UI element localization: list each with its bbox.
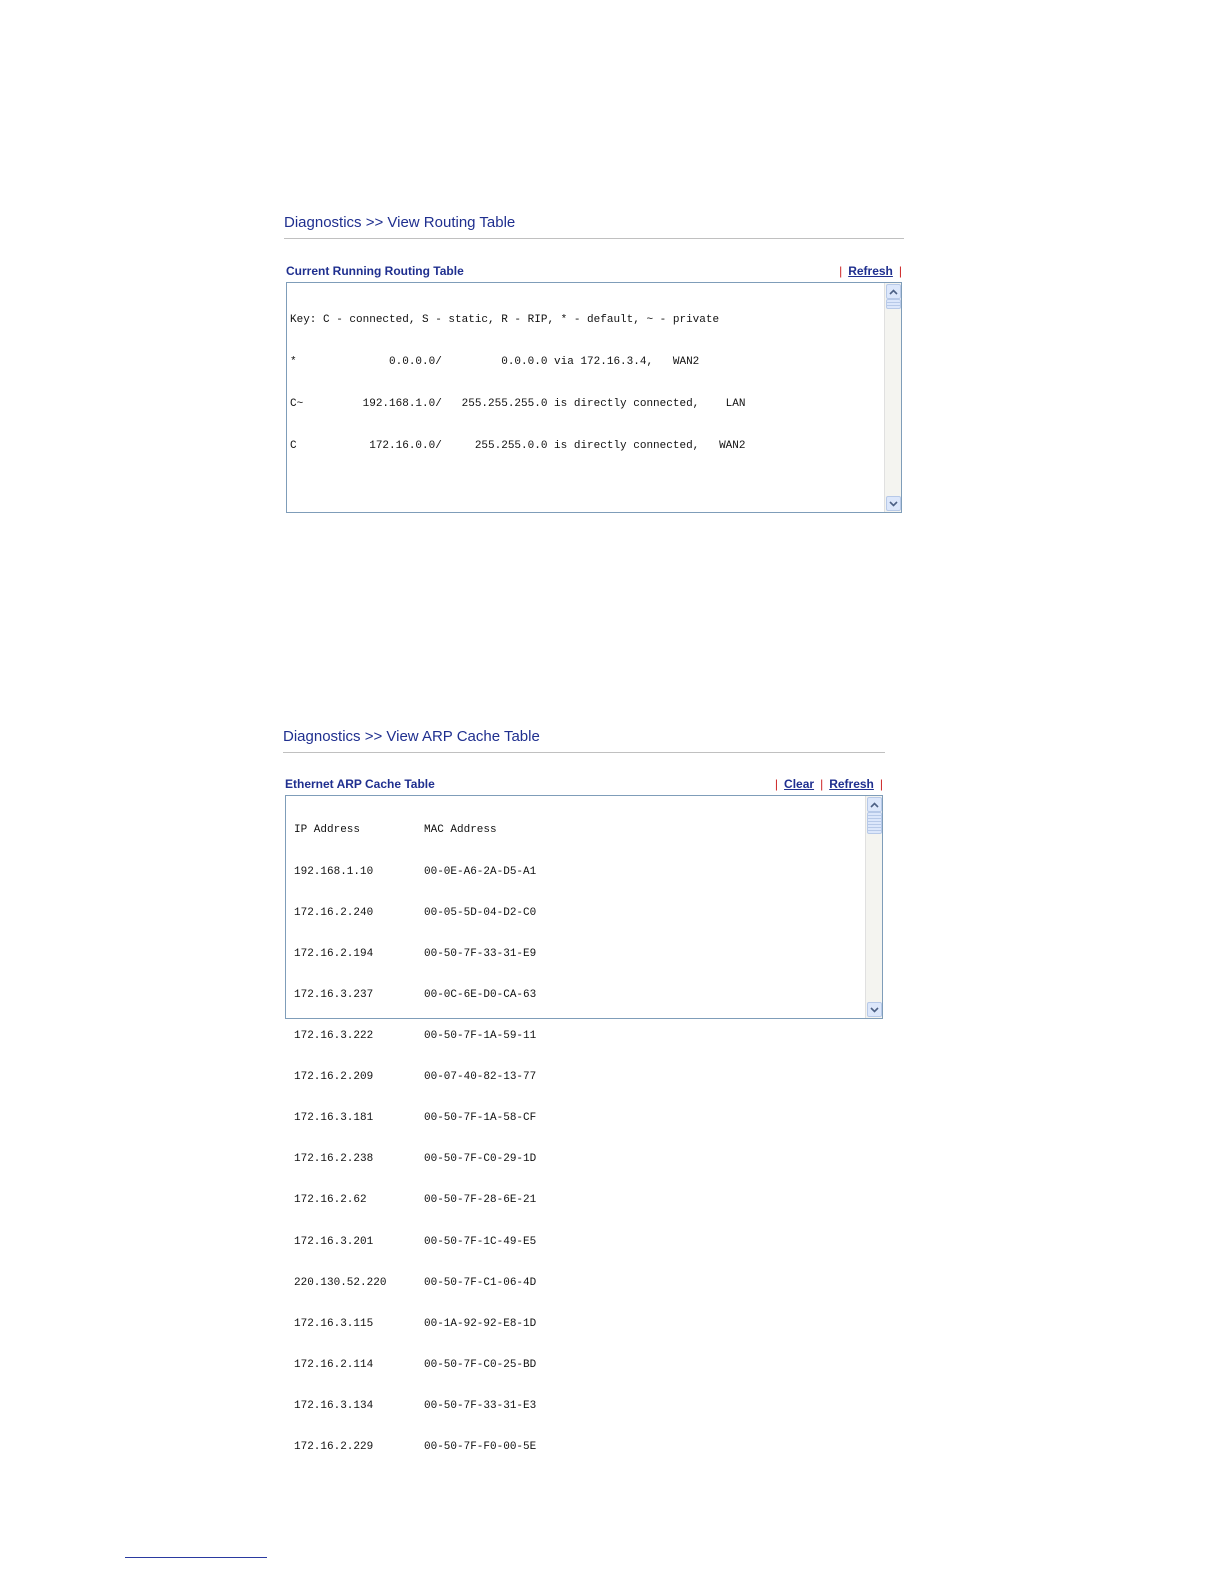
routing-line: * 0.0.0.0/ 0.0.0.0 via 172.16.3.4, WAN2 (290, 356, 700, 368)
mac-cell: 00-50-7F-28-6E-21 (424, 1194, 537, 1207)
routing-table-header (286, 264, 902, 278)
arp-row (294, 989, 858, 1003)
scroll-thumb[interactable] (867, 812, 882, 834)
routing-actions (833, 264, 902, 278)
arp-row (294, 1112, 858, 1126)
separator: | (774, 777, 779, 791)
mac-cell: 00-50-7F-33-31-E3 (424, 1399, 537, 1412)
chevron-down-icon (889, 501, 898, 507)
mac-cell: 00-1A-92-92-E8-1D (424, 1317, 537, 1330)
routing-line: C 172.16.0.0/ 255.255.0.0 is directly connected, WAN2 (290, 440, 746, 452)
chevron-up-icon (889, 289, 898, 295)
mac-header: MAC Address (424, 824, 497, 837)
mac-cell: 00-07-40-82-13-77 (424, 1071, 537, 1084)
arp-row (294, 1400, 858, 1414)
chevron-down-icon (870, 1007, 879, 1013)
scroll-down-button[interactable] (886, 496, 901, 511)
routing-divider (284, 238, 904, 239)
mac-cell: 00-05-5D-04-D2-C0 (424, 906, 537, 919)
mac-cell: 00-50-7F-1C-49-E5 (424, 1235, 537, 1248)
mac-cell: 00-0E-A6-2A-D5-A1 (424, 865, 537, 878)
ip-cell: 172.16.2.238 (294, 1153, 374, 1166)
arp-refresh-link[interactable]: Refresh (829, 777, 874, 791)
mac-cell: 00-50-7F-C0-25-BD (424, 1358, 537, 1371)
arp-row (294, 1153, 858, 1167)
arp-row (294, 1030, 858, 1044)
routing-line: C~ 192.168.1.0/ 255.255.255.0 is directly connected, LAN (290, 398, 746, 410)
arp-scrollbar[interactable] (865, 796, 882, 1018)
separator: | (839, 264, 843, 278)
arp-row (294, 948, 858, 962)
arp-row (294, 1318, 858, 1332)
ip-header: IP Address (294, 824, 361, 837)
separator: | (879, 777, 883, 791)
ip-cell: 192.168.1.10 (294, 865, 374, 878)
scroll-up-button[interactable] (886, 284, 901, 299)
scroll-up-button[interactable] (867, 797, 882, 812)
ip-cell: 172.16.2.209 (294, 1071, 374, 1084)
footnote-rule (125, 1557, 267, 1558)
arp-page-title: Diagnostics >> View ARP Cache Table (283, 728, 540, 745)
ip-cell: 172.16.2.240 (294, 906, 374, 919)
arp-table-title: Ethernet ARP Cache Table (285, 777, 435, 791)
arp-clear-link[interactable]: Clear (784, 777, 815, 791)
mac-cell: 00-50-7F-F0-00-5E (424, 1441, 537, 1454)
routing-section (284, 214, 904, 514)
arp-content (286, 796, 866, 1454)
arp-row (294, 866, 858, 880)
mac-cell: 00-50-7F-1A-59-11 (424, 1029, 537, 1042)
arp-section (283, 728, 885, 1454)
arp-table-header (285, 777, 883, 791)
arp-actions (769, 777, 883, 791)
ip-cell: 172.16.3.237 (294, 988, 374, 1001)
scroll-down-button[interactable] (867, 1002, 882, 1017)
arp-row (294, 1359, 858, 1373)
separator: | (820, 777, 824, 791)
ip-cell: 172.16.2.194 (294, 947, 374, 960)
arp-row (294, 907, 858, 921)
arp-textarea[interactable] (285, 795, 883, 1454)
arp-divider (283, 752, 885, 753)
routing-content (287, 283, 885, 512)
ip-cell: 172.16.2.62 (294, 1194, 367, 1207)
routing-textarea[interactable] (286, 282, 902, 513)
arp-row (294, 1277, 858, 1291)
ip-cell: 172.16.3.134 (294, 1399, 374, 1412)
separator: | (898, 264, 902, 278)
chevron-up-icon (870, 802, 879, 808)
arp-header-row (294, 824, 858, 838)
routing-page-title: Diagnostics >> View Routing Table (284, 214, 516, 231)
routing-scrollbar[interactable] (884, 283, 901, 512)
scroll-thumb[interactable] (886, 299, 901, 309)
arp-row (294, 1236, 858, 1250)
routing-refresh-link[interactable]: Refresh (848, 264, 893, 278)
mac-cell: 00-50-7F-1A-58-CF (424, 1112, 537, 1125)
arp-row (294, 1071, 858, 1085)
ip-cell: 172.16.3.181 (294, 1112, 374, 1125)
ip-cell: 172.16.3.115 (294, 1317, 374, 1330)
mac-cell: 00-50-7F-C1-06-4D (424, 1276, 537, 1289)
arp-row (294, 1194, 858, 1208)
ip-cell: 220.130.52.220 (294, 1276, 387, 1289)
ip-cell: 172.16.3.201 (294, 1235, 374, 1248)
ip-cell: 172.16.3.222 (294, 1029, 374, 1042)
mac-cell: 00-50-7F-33-31-E9 (424, 947, 537, 960)
arp-row (294, 1441, 858, 1455)
mac-cell: 00-0C-6E-D0-CA-63 (424, 988, 537, 1001)
ip-cell: 172.16.2.229 (294, 1441, 374, 1454)
mac-cell: 00-50-7F-C0-29-1D (424, 1153, 537, 1166)
routing-line: Key: C - connected, S - static, R - RIP, * - default, ~ - private (290, 314, 720, 326)
routing-table-title: Current Running Routing Table (286, 264, 464, 278)
ip-cell: 172.16.2.114 (294, 1358, 374, 1371)
